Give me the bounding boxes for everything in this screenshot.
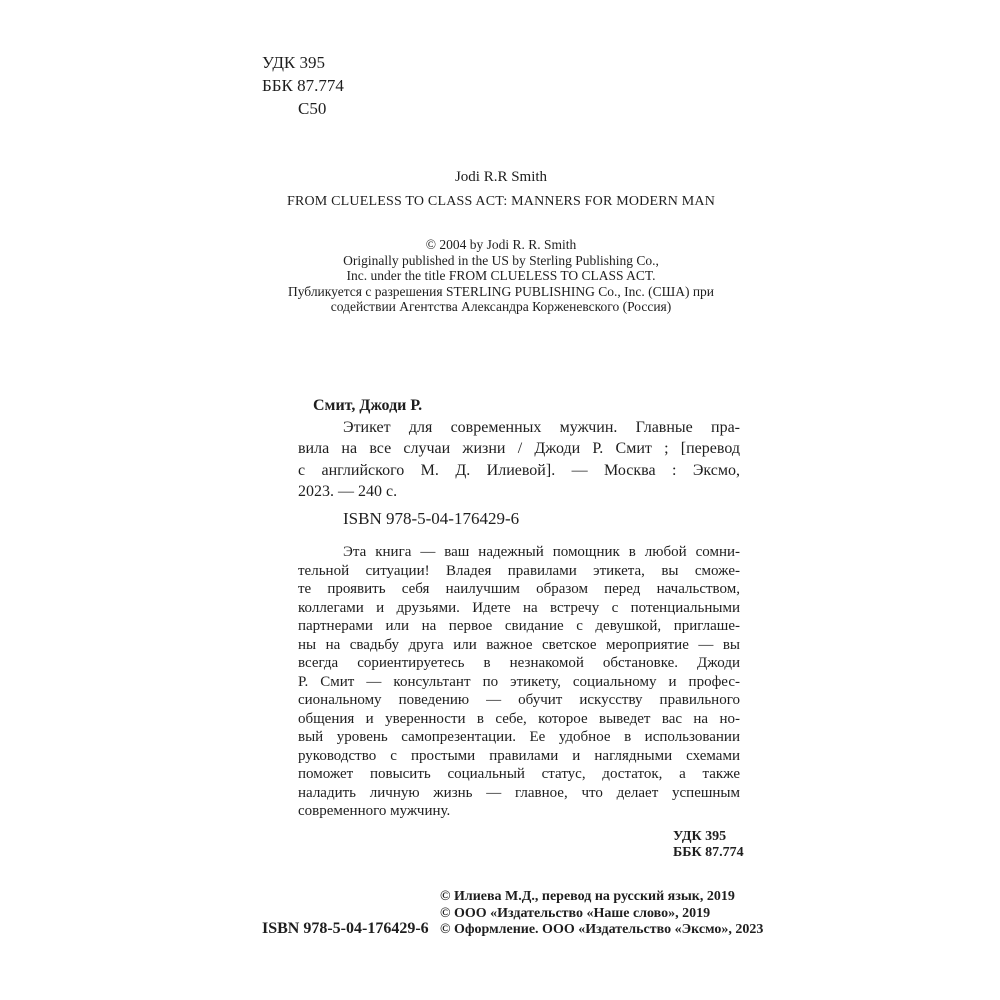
copyright-line: Inc. under the title FROM CLUELESS TO CLASS ACT. xyxy=(346,268,656,283)
copyright-line: Originally published in the US by Sterling Publishing Co., xyxy=(343,252,659,268)
annotation-line: Р. Смит — консультант по этикету, социальному и профес- xyxy=(298,673,740,690)
top-classification-block xyxy=(262,51,344,120)
annotation-paragraph xyxy=(298,543,740,821)
annotation-line: те проявить себя наилучшим образом перед начальством, xyxy=(298,581,740,597)
bbk-code-bottom: ББК 87.774 xyxy=(673,844,744,860)
annotation-line: общения и уверенности в себе, которое выведет вас на но- xyxy=(298,710,740,727)
annotation-line: вый уровень самопрезентации. Ее удобное в использовании xyxy=(298,729,740,745)
annotation-line: Эта книга — ваш надежный помощник в любой сомни- xyxy=(343,544,740,560)
original-title: FROM CLUELESS TO CLASS ACT: MANNERS FOR MODERN MAN xyxy=(286,194,716,209)
annotation-line: тельной ситуации! Владея правилами этикета, вы сможе- xyxy=(298,562,740,579)
udk-code-bottom: УДК 395 xyxy=(673,829,727,844)
bibliographic-description-line: вила на все случаи жизни / Джоди Р. Смит ; [перевод xyxy=(298,440,740,457)
publisher-credit-line: © Илиева М.Д., перевод на русский язык, 2019 xyxy=(440,889,735,904)
bibliographic-description-line: 2023. — 240 с. xyxy=(298,483,398,500)
bibliographic-record xyxy=(298,395,740,503)
udk-code-top: УДК 395 xyxy=(262,53,326,72)
original-copyright-block xyxy=(237,237,765,315)
annotation-line: всегда сориентируетесь в незнакомой обстановке. Джоди xyxy=(298,655,740,671)
annotation-line: современного мужчину. xyxy=(298,803,451,819)
bibliographic-description-line: Этикет для современных мужчин. Главные пра- xyxy=(343,418,740,436)
publisher-credits-block xyxy=(440,889,763,939)
annotation-line: руководство с простыми правилами и наглядными схемами xyxy=(298,747,740,764)
bottom-classification-block xyxy=(673,829,744,860)
copyright-line: Публикуется с разрешения STERLING PUBLISHING Co., Inc. (США) при xyxy=(287,283,715,299)
original-author-name: Jodi R.R Smith xyxy=(454,169,548,185)
bibliographic-heading: Смит, Джоди Р. xyxy=(313,397,423,414)
publisher-credit-line: © ООО «Издательство «Наше слово», 2019 xyxy=(440,905,711,921)
annotation-line: наладить личную жизнь — главное, что делает успешным xyxy=(298,784,740,801)
copyright-line: содействии Агентства Александра Корженевского (Россия) xyxy=(330,299,672,314)
bibliographic-description xyxy=(298,417,740,503)
author-sign-code: С50 xyxy=(298,99,327,118)
annotation-line: поможет повысить социальный статус, достаток, а также xyxy=(298,766,740,782)
isbn-record: ISBN 978-5-04-176429-6 xyxy=(343,509,520,528)
annotation-line: сиональному поведению — обучит искусству правильного xyxy=(298,692,740,708)
bbk-code-top: ББК 87.774 xyxy=(262,76,344,95)
bibliographic-description-line: с английского М. Д. Илиевой]. — Москва : Эксмо, xyxy=(298,461,740,479)
isbn-bottom: ISBN 978-5-04-176429-6 xyxy=(262,920,429,937)
annotation-line: ны на свадьбу друга или важное светское мероприятие — вы xyxy=(298,636,740,653)
publisher-credit-line: © Оформление. ООО «Издательство «Эксмо», 2023 xyxy=(440,922,764,937)
annotation-line: партнерами или на первое свидание с девушкой, приглаше- xyxy=(298,618,740,634)
annotation-line: коллегами и друзьями. Идете на встречу с потенциальными xyxy=(298,599,740,616)
copyright-line: © 2004 by Jodi R. R. Smith xyxy=(425,237,577,252)
original-edition-header xyxy=(237,168,765,211)
